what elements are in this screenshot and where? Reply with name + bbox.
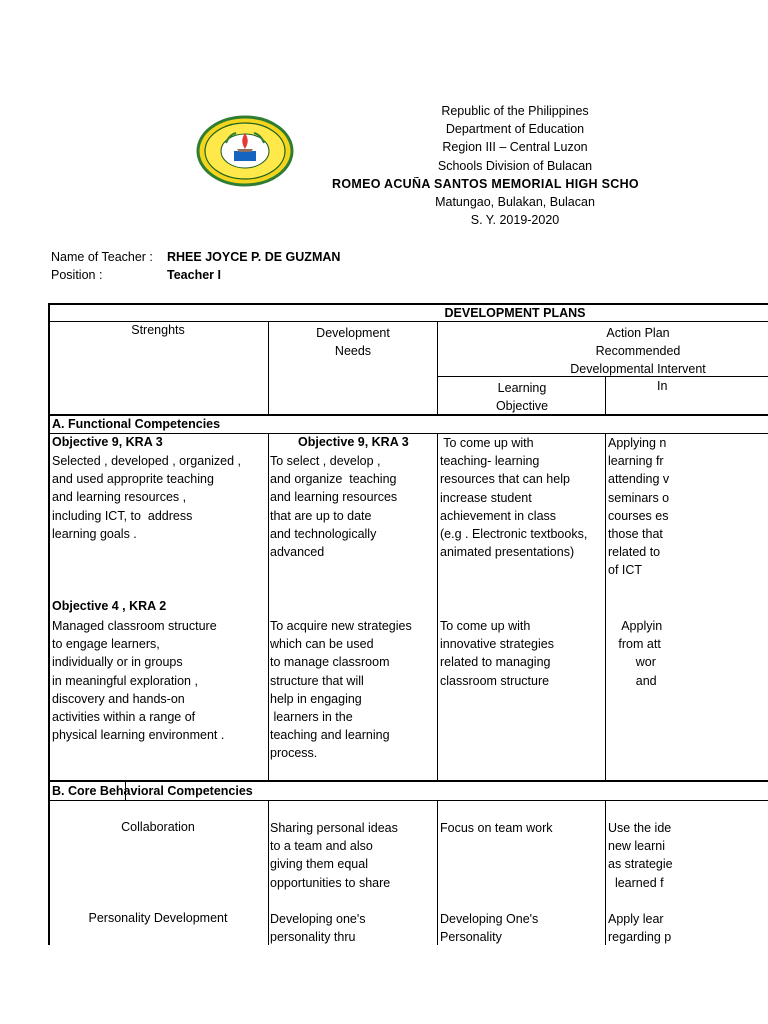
table-col-divider-1-b — [268, 801, 269, 945]
school-seal-logo — [196, 115, 294, 187]
table-col-divider-2-b — [437, 801, 438, 945]
header-line-1: Republic of the Philippines — [441, 104, 589, 118]
table-section-b-top — [50, 780, 768, 782]
row1-needs-text: To select , develop , and organize teaching and learning resources that are up to date and technologically advanced — [270, 454, 398, 560]
row4-strength-text: Personality Development — [88, 911, 228, 925]
table-rule-title — [50, 321, 768, 322]
row2-strength-text: Managed classroom structure to engage learners, individually or in groups in meaningful exploration , discovery and hands-on activities within a range of physical learning environment . — [52, 619, 225, 743]
col-header-strengths: Strenghts — [131, 323, 185, 337]
table-col-divider-2 — [437, 321, 438, 415]
teacher-name-label: Name of Teacher : — [51, 250, 153, 264]
row2-needs-text: To acquire new strategies which can be used to manage classroom structure that will help in engaging learners in the teaching and learning process. — [270, 619, 412, 761]
row2-intervention-text: Applyin from att wor and — [618, 619, 663, 688]
table-col-divider-3-header — [605, 376, 606, 415]
school-year: S. Y. 2019-2020 — [470, 213, 560, 227]
section-a-title: A. Functional Competencies — [52, 417, 221, 431]
row4-objective-text: Developing One's Personality — [440, 912, 539, 945]
table-col-divider-1-a — [268, 434, 269, 780]
teacher-name-value: RHEE JOYCE P. DE GUZMAN — [167, 250, 341, 264]
row2-objective-text: To come up with innovative strategies related to managing classroom structure — [440, 619, 554, 688]
col-header-development-needs: Development Needs — [316, 326, 390, 359]
row1-strength-text: Selected , developed , organized , and used approprite teaching and learning resources , including ICT, to address learning goals . — [52, 454, 242, 541]
table-title: DEVELOPMENT PLANS — [444, 306, 586, 320]
header-line-4: Schools Division of Bulacan — [437, 159, 593, 173]
row4-intervention-text: Apply lear regarding p — [608, 912, 672, 945]
table-col-divider-2-a — [437, 434, 438, 780]
section-b-title: B. Core Behavioral Competencies — [52, 784, 253, 798]
row1-strength-heading: Objective 9, KRA 3 — [52, 435, 163, 449]
row3-needs-text: Sharing personal ideas to a team and also giving them equal opportunities to share — [270, 821, 398, 890]
row3-strength-text: Collaboration — [121, 820, 195, 834]
row2-strength-heading: Objective 4 , KRA 2 — [52, 599, 167, 613]
school-name: ROMEO ACUÑA SANTOS MEMORIAL HIGH SCHO — [332, 177, 639, 191]
row1-objective-text: To come up with teaching- learning resources that can help increase student achievement in class (e.g . Electronic textbooks, animated presentations) — [440, 436, 588, 560]
table-col-divider-3-a — [605, 434, 606, 780]
col-header-action-plan: Action Plan Recommended Developmental Intervent — [570, 326, 706, 377]
row1-intervention-text: Applying n learning fr attending v seminars o courses es those that related to of ICT — [608, 436, 670, 578]
table-section-b-rule — [50, 800, 768, 801]
row1-needs-heading: Objective 9, KRA 3 — [298, 435, 409, 449]
table-border-top — [48, 303, 768, 305]
teacher-position-label: Position : — [51, 268, 103, 282]
school-address: Matungao, Bulakan, Bulacan — [435, 195, 595, 209]
row3-objective-text: Focus on team work — [440, 821, 553, 835]
col-header-learning-objective: Learning Objective — [495, 381, 549, 414]
col-header-intervention: In — [657, 379, 668, 393]
table-col-divider-1 — [268, 321, 269, 415]
row4-needs-text: Developing one's personality thru — [270, 912, 366, 945]
teacher-position-value: Teacher I — [167, 268, 221, 282]
table-col-divider-3-b — [605, 801, 606, 945]
row3-intervention-text: Use the ide new learni as strategie learned f — [608, 821, 673, 890]
table-header-bottom — [50, 414, 768, 416]
header-line-3: Region III – Central Luzon — [442, 140, 588, 154]
header-line-2: Department of Education — [445, 122, 585, 136]
table-border-left — [48, 303, 50, 945]
